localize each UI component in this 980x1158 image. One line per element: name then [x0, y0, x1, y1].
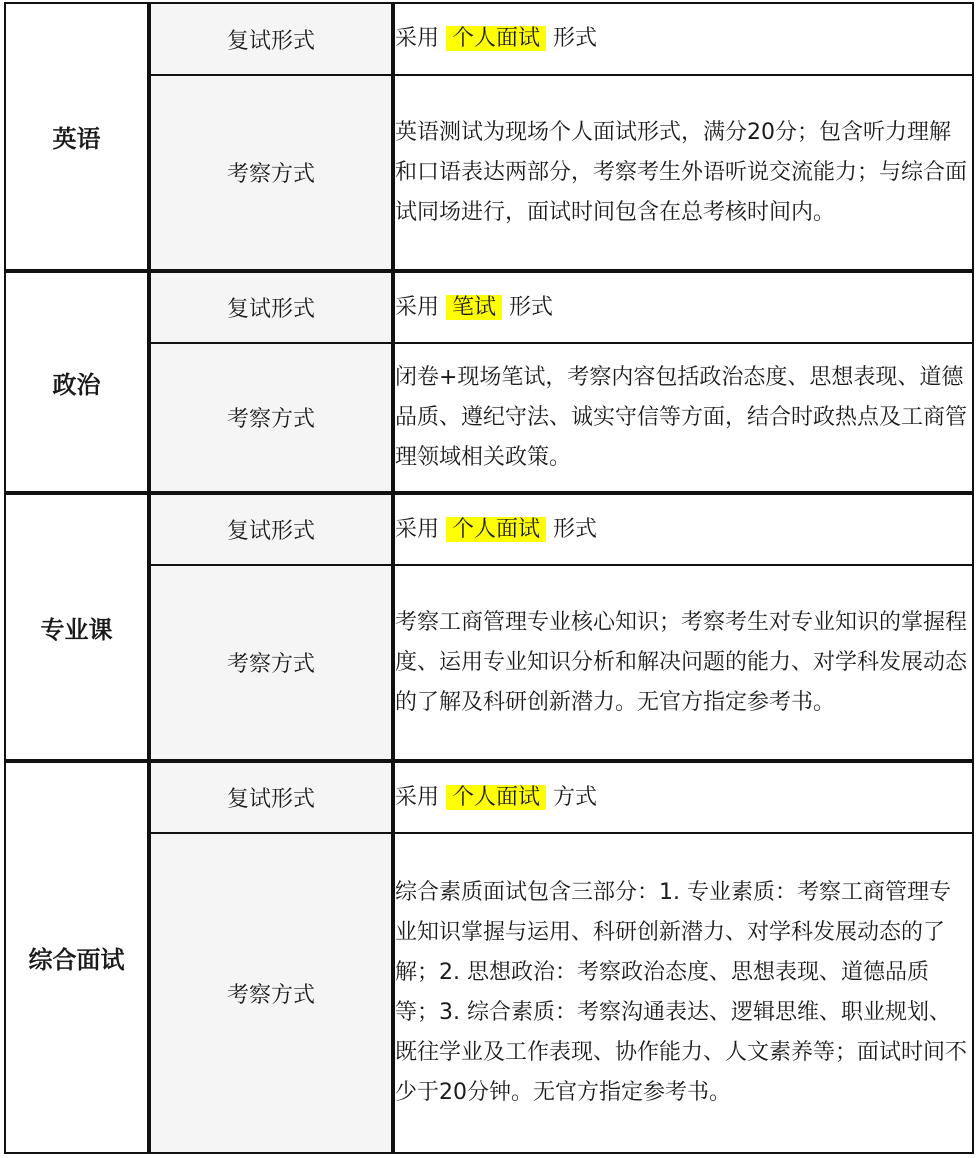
subject-cell: 综合面试	[5, 761, 149, 1153]
table-row	[5, 761, 973, 833]
method-text: 闭卷+现场笔试，考察内容包括政治态度、思想表现、道德品质、遵纪守法、诚实守信等方面，结合时政热点及工商管理领域相关政策。	[395, 364, 968, 470]
table-row	[5, 493, 973, 565]
method-value	[393, 833, 973, 1153]
method-label: 考察方式	[149, 565, 393, 761]
method-value	[393, 343, 973, 493]
format-highlight: 个人面试	[446, 785, 546, 810]
format-suffix: 形式	[509, 294, 554, 320]
table-row	[5, 565, 973, 761]
method-text: 综合素质面试包含三部分：1. 专业素质：考察工商管理专业知识掌握与运用、科研创新潜力、对学科发展动态的了解；2. 思想政治：考察政治态度、思想表现、道德品质等；3. 综合素质：考察沟通表达、逻辑思维、职业规划、既往学业及工作表现、协作能力、人文素养等；面试时间不少于20分钟。无官方指定参考书。	[395, 880, 968, 1105]
format-value	[393, 3, 973, 75]
format-prefix: 采用	[395, 26, 440, 51]
method-text: 考察工商管理专业核心知识；考察考生对专业知识的掌握程度、运用专业知识分析和解决问题的能力、对学科发展动态的了解及科研创新潜力。无官方指定参考书。	[395, 609, 968, 715]
format-highlight: 笔试	[446, 295, 502, 320]
format-value	[393, 271, 973, 343]
format-label: 复试形式	[149, 493, 393, 565]
format-label: 复试形式	[149, 271, 393, 343]
method-label: 考察方式	[149, 833, 393, 1153]
method-value	[393, 565, 973, 761]
format-label: 复试形式	[149, 761, 393, 833]
subject-cell: 英语	[5, 3, 149, 271]
format-prefix: 采用	[395, 294, 440, 320]
table-row	[5, 343, 973, 493]
format-suffix: 形式	[553, 26, 598, 51]
format-value	[393, 493, 973, 565]
format-value	[393, 761, 973, 833]
subject-cell: 专业课	[5, 493, 149, 761]
format-suffix: 方式	[553, 784, 598, 810]
table-row	[5, 833, 973, 1153]
format-suffix: 形式	[553, 516, 598, 542]
exam-table	[4, 2, 974, 1154]
method-label: 考察方式	[149, 75, 393, 271]
format-highlight: 个人面试	[446, 517, 546, 542]
format-prefix: 采用	[395, 516, 440, 542]
method-value	[393, 75, 973, 271]
method-label: 考察方式	[149, 343, 393, 493]
format-highlight: 个人面试	[446, 26, 546, 51]
table-row	[5, 75, 973, 271]
method-text: 英语测试为现场个人面试形式，满分20分；包含听力理解和口语表达两部分，考察考生外语听说交流能力；与综合面试同场进行，面试时间包含在总考核时间内。	[395, 119, 968, 225]
format-label: 复试形式	[149, 3, 393, 75]
format-prefix: 采用	[395, 784, 440, 810]
table-row	[5, 3, 973, 75]
table-row	[5, 271, 973, 343]
subject-cell: 政治	[5, 271, 149, 493]
